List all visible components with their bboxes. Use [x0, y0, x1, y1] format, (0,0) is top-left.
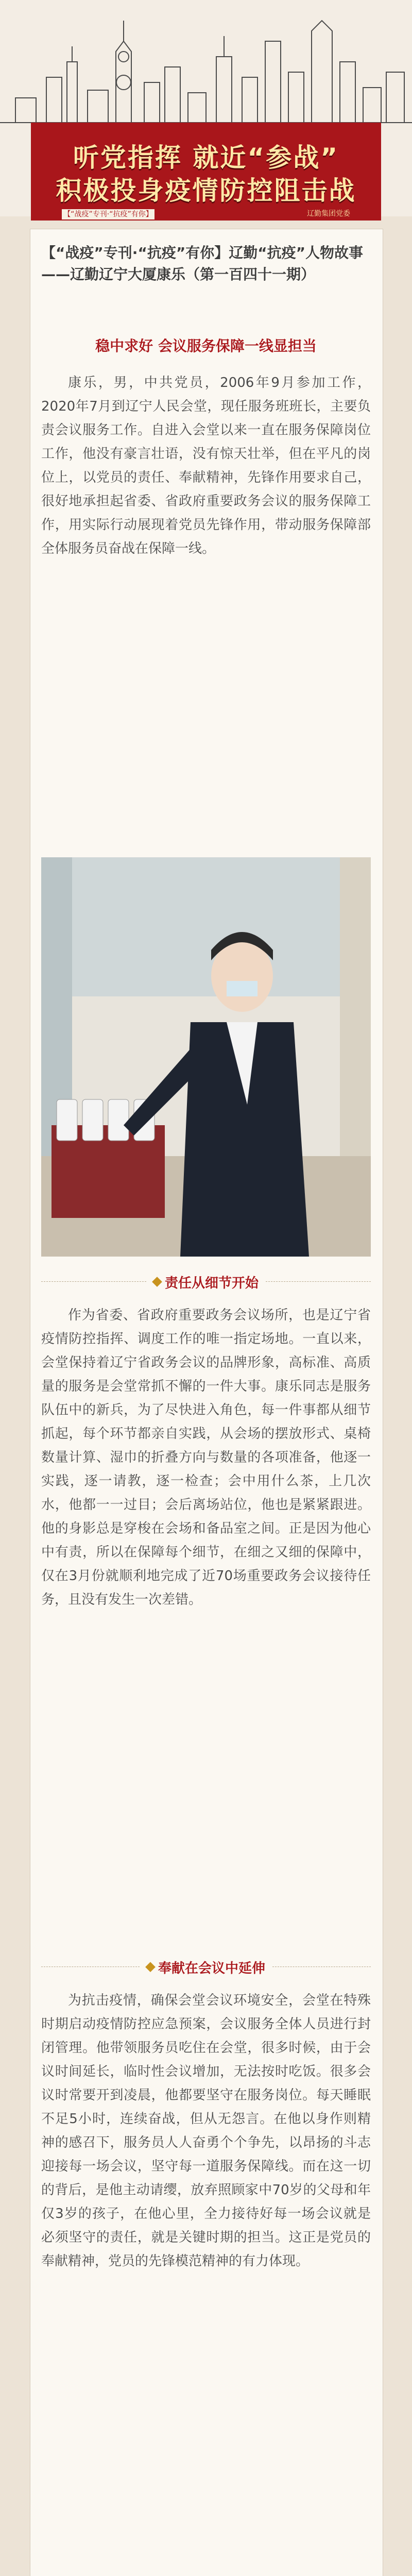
banner-org: 辽勤集团党委	[307, 210, 350, 218]
article-title: 【“战疫”专刊·“抗疫”有你】辽勤“抗疫”人物故事——辽勤辽宁大厦康乐（第一百四十一期）	[41, 244, 364, 283]
banner-tag: 【“战疫”专刊·“抗疫”有你】	[62, 209, 154, 219]
intro-paragraph: 康乐，男，中共党员，2006年9月参加工作，2020年7月到辽宁人民会堂，现任服务班班长，主要负责会议服务工作。自进入会堂以来一直在服务保障岗位工作，他没有豪言壮语，没有惊天壮举，但在平凡的岗位上，以党员的责任、奉献精神，先锋作用要求自己，很好地承担起省委、省政府重要政务会议的服务保障工作，用实际行动展现着党员先锋作用，带动服务保障部全体服务员奋战在保障一线。	[41, 375, 371, 556]
section-1-paragraph: 作为省委、省政府重要政务会议场所，也是辽宁省疫情防控指挥、调度工作的唯一指定场地。一直以来，会堂保持着辽宁省政务会议的品牌形象，高标准、高质量的服务是会堂常抓不懈的一件大事。康乐同志是服务队伍中的新兵，为了尽快进入角色，每一件事都从细节抓起，每个环节都亲自实践，从会场的摆放形式、桌椅数量计算、湿巾的折叠方向与数量的各项准备，他逐一实践，逐一请教，逐一检查；会中用什么茶，上几次水，他都一一过目；会后离场站位，他也是紧紧跟进。他的身影总是穿梭在会场和备品室之间。正是因为他心中有责，所以在保障每个细节，在细之又细的保障中，仅在3月份就顺利地完成了近70场重要政务会议接待任务，且没有发生一次差错。	[41, 1308, 371, 1607]
divider-right	[272, 1967, 371, 1968]
banner-title-line1: 听党指挥 就近“参战”	[73, 143, 339, 173]
section-title: 责任从细节开始	[165, 1275, 259, 1291]
section-2-paragraph: 为抗击疫情，确保会堂会议环境安全，会堂在特殊时期启动疫情防控应急预案，会议服务全体人员进行封闭管理。他带领服务员吃住在会堂，很多时候，由于会议时间延长，临时性会议增加，无法按时吃饭。很多会议时常要开到凌晨，他都要坚守在服务岗位。每天睡眠不足5小时，连续奋战，但从无怨言。在他以身作则精神的感召下，服务员人人奋勇个个争先，以昂扬的斗志迎接每一场会议，坚守每一道服务保障线。而在这一切的背后，是他主动请缨，放弃照顾家中70岁的父母和年仅3岁的孩子，在他心里，全力接待好每一场会议就是必须坚守的责任，就是关键时期的担当。这正是党员的奉献精神，党员的先锋模范精神的有力体现。	[41, 1993, 371, 2269]
section-title: 奉献在会议中延伸	[158, 1960, 266, 1976]
section-heading-1	[41, 1273, 371, 1291]
article-photo	[41, 857, 371, 1257]
diamond-icon	[145, 1962, 156, 1972]
section-heading-2	[41, 1958, 371, 1976]
banner-title-line2: 积极投身疫情防控阻击战	[56, 176, 356, 206]
diamond-icon	[152, 1277, 162, 1287]
title-banner	[31, 123, 381, 221]
city-skyline-graphic	[0, 0, 412, 124]
article-subtitle: 稳中求好 会议服务保障一线显担当	[95, 337, 317, 354]
divider-left	[41, 1281, 146, 1282]
divider-left	[41, 1967, 140, 1968]
divider-right	[266, 1281, 371, 1282]
header-banner	[0, 0, 412, 216]
